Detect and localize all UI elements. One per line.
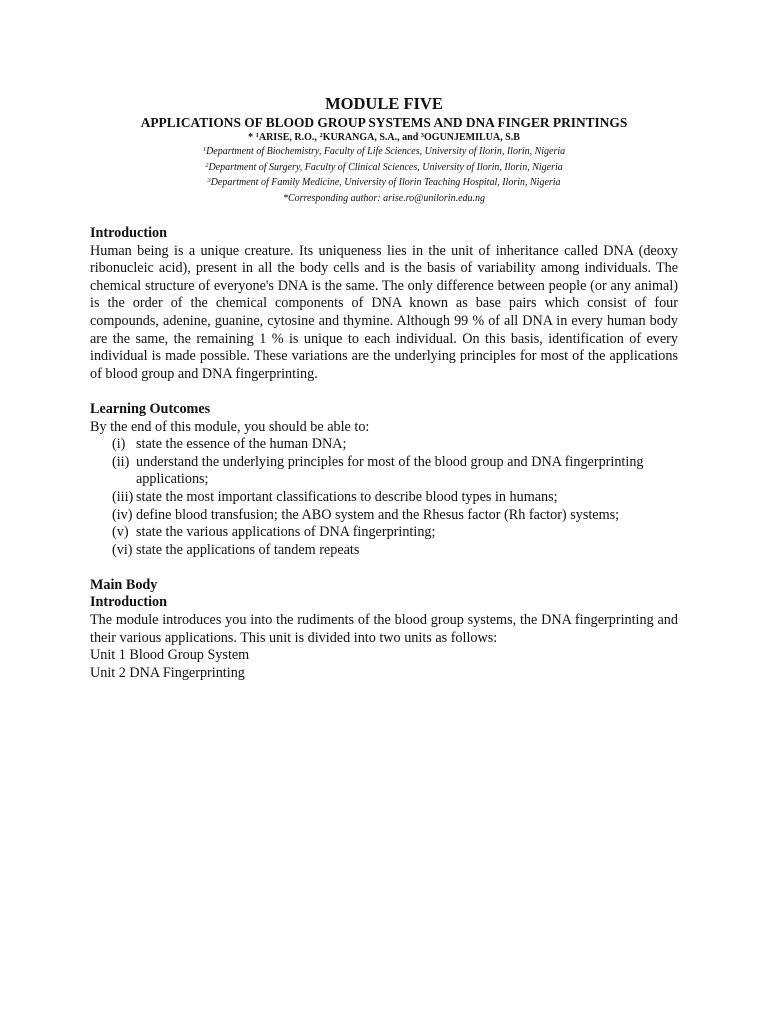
author-2: KURANGA, S.A., and [322,132,421,143]
module-subtitle: APPLICATIONS OF BLOOD GROUP SYSTEMS AND DNA FINGER PRINTINGS [140,115,628,130]
author-sup-1: 1 [255,132,259,139]
author-sup-3: 3 [420,132,425,139]
introduction-heading: Introduction [90,225,167,241]
module-title: MODULE FIVE [325,94,443,113]
spacer [90,383,678,401]
affiliation-sup: 1 [202,146,207,153]
list-item-text: state the essence of the human DNA; [136,436,347,453]
list-item [112,489,678,507]
list-item-text: state the applications of tandem repeats [136,541,360,558]
author-sup-2: 2 [319,132,323,139]
spacer [90,559,678,577]
learning-outcomes-list [90,436,678,559]
unit-2-line: Unit 2 DNA Fingerprinting [90,664,245,681]
main-body-heading: Main Body [90,576,158,593]
list-item [112,507,678,525]
list-item-text: understand the underlying principles for most of the blood group and DNA fingerprinting applications; [136,453,644,488]
list-item-number: (iv) [112,506,133,523]
list-item-number: (vi) [112,541,133,558]
list-item-number: (iii) [112,488,134,505]
list-item [112,436,678,454]
list-item-number: (v) [112,524,129,541]
affiliation-text: Department of Family Medicine, University of Ilorin Teaching Hospital, Ilorin, Nigeria [210,177,561,188]
affiliation-sup: 3 [207,177,211,184]
author-3: OGUNJEMILUA, S.B [424,132,520,143]
unit-1-line: Unit 1 Blood Group System [90,647,250,664]
learning-outcomes-heading: Learning Outcomes [90,400,211,417]
main-body-paragraph: The module introduces you into the rudiments of the blood group systems, the DNA fingerprinting and their various applications. This unit is divided into two units as follows: [90,612,678,646]
list-item-number: (i) [112,436,126,453]
author-line [90,131,678,144]
main-body-subheading: Introduction [90,594,167,611]
list-item [112,454,678,489]
affiliation-sup: 2 [205,161,209,169]
learning-outcomes-lead: By the end of this module, you should be able to: [90,418,370,435]
list-item [112,542,678,560]
corresponding-author: *Corresponding author: arise.ro@unilorin.edu.ng [282,192,486,204]
list-item-number: (ii) [112,453,130,470]
module-content [90,225,678,682]
list-item-text: state the various applications of DNA fingerprinting; [136,524,436,541]
affiliation-text: Department of Biochemistry, Faculty of Life Sciences, University of Ilorin, Ilorin, Nigeria [206,146,566,157]
list-item-text: define blood transfusion; the ABO system and the Rhesus factor (Rh factor) systems; [136,506,620,523]
affiliation-2 [90,160,678,176]
list-item [112,524,678,542]
introduction-paragraph: Human being is a unique creature. Its uniqueness lies in the unit of inheritance called DNA (deoxy ribonucleic acid), present in all the body cells and is the basis of variability among individuals. The chemical structure of everyone's DNA is the same. The only difference between people (or any animal) is the order of the chemical components of DNA known as base pairs which consist of four compounds, adenine, guanine, cytosine and thymine. Although 99 % of all DNA in every human body are the same, the remaining 1 % is unique to each individual. On this basis, identification of every individual is made possible. These variations are the underlying principles for most of the applications of blood group and DNA fingerprinting. [90,242,678,382]
list-item-text: state the most important classifications to describe blood types in humans; [136,488,558,505]
affiliation-text: Department of Surgery, Faculty of Clinical Sciences, University of Ilorin, Ilorin, Nigeria [208,161,563,173]
affiliation-3 [90,175,678,191]
corresponding-star: * [248,132,256,143]
author-1: ARISE, R.O., [258,132,320,143]
module-header [90,94,678,206]
affiliation-1 [90,144,678,160]
